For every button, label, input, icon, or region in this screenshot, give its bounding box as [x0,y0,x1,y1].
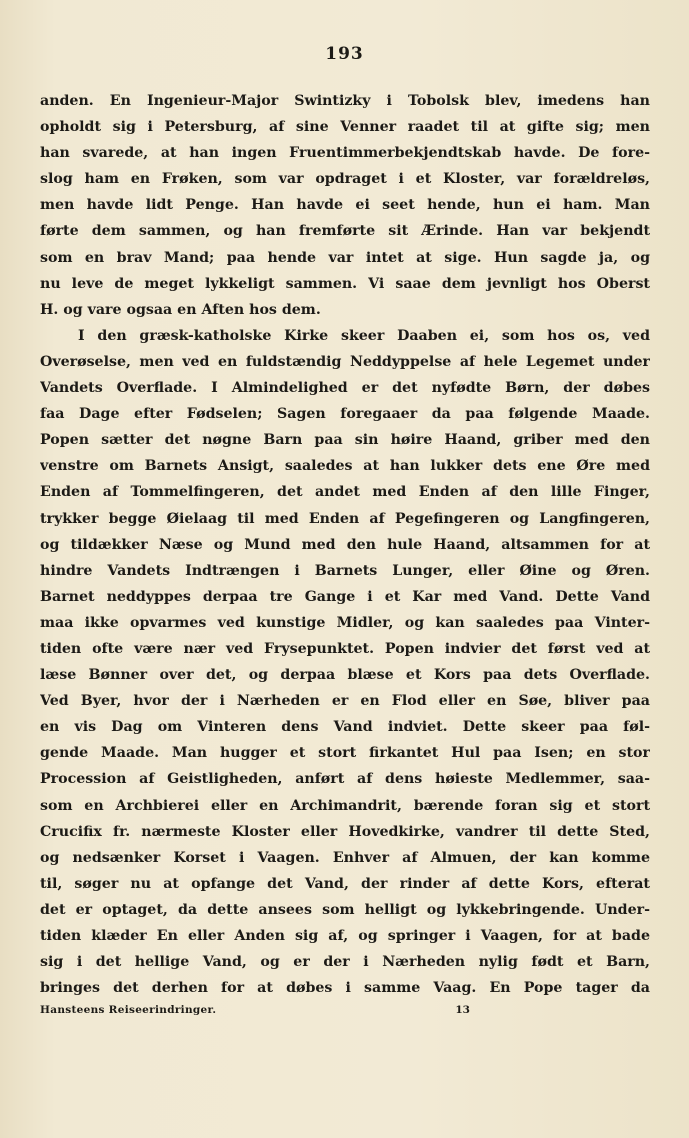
text-line: og tildækker Næse og Mund med den hule Haand, altsammen for at [40,536,650,553]
signature-mark: 13 [455,1004,470,1016]
text-line: og nedsænker Korset i Vaagen. Enhver af Almuen, der kan komme [40,849,650,866]
text-line: som en brav Mand; paa hende var intet at sige. Hun sagde ja, og [40,249,650,266]
body-text [40,88,650,1001]
text-line: slog ham en Frøken, som var opdraget i et Kloster, var forældreløs, [40,171,650,188]
text-line: venstre om Barnets Ansigt, saaledes at han lukker dets ene Øre med [40,458,650,475]
text-line: Popen sætter det nøgne Barn paa sin høire Haand, griber med den [40,432,650,449]
text-line: anden. En Ingenieur-Major Swintizky i Tobolsk blev, imedens han [40,93,650,109]
text-line: I den græsk-katholske Kirke skeer Daaben ei, som hos os, ved [78,327,650,344]
text-line: bringes det derhen for at døbes i samme Vaag. En Pope tager da [40,980,650,997]
text-line: sig i det hellige Vand, og er der i Nærheden nylig født et Barn, [40,954,650,971]
text-line: H. og vare ogsaa en Aften hos dem. [40,301,321,318]
text-line: tiden klæder En eller Anden sig af, og springer i Vaagen, for at bade [40,928,650,944]
text-line: læse Bønner over det, og derpaa blæse et Kors paa dets Overflade. [40,667,650,684]
text-line: hindre Vandets Indtrængen i Barnets Lunger, eller Øine og Øren. [40,562,650,579]
text-line: Procession af Geistligheden, anført af dens høieste Medlemmer, saa- [40,771,650,788]
text-line: som en Archbierei eller en Archimandrit, bærende foran sig et stort [40,797,650,814]
page-number: 193 [325,44,364,64]
text-line: nu leve de meget lykkeligt sammen. Vi saae dem jevnligt hos Oberst [40,275,650,292]
text-line: Vandets Overflade. I Almindelighed er det nyfødte Børn, der døbes [40,380,650,397]
text-line: Overøselse, men ved en fuldstændig Neddyppelse af hele Legemet under [40,353,650,370]
page-footer [40,1004,470,1016]
text-line: til, søger nu at opfange det Vand, der rinder af dette Kors, efterat [40,875,650,892]
text-line: faa Dage efter Fødselen; Sagen foregaaer da paa følgende Maade. [40,406,650,423]
text-line: Ved Byer, hvor der i Nærheden er en Flod eller en Søe, bliver paa [40,693,650,710]
text-line: maa ikke opvarmes ved kunstige Midler, og kan saaledes paa Vinter- [40,614,650,631]
text-line: en vis Dag om Vinteren dens Vand indviet. Dette skeer paa føl- [40,719,650,736]
text-line: Barnet neddyppes derpaa tre Gange i et Kar med Vand. Dette Vand [40,588,650,605]
text-line: men havde lidt Penge. Han havde ei seet hende, hun ei ham. Man [40,197,650,214]
text-line: det er optaget, da dette ansees som helligt og lykkebringende. Under- [40,901,650,918]
text-line: Crucifix fr. nærmeste Kloster eller Hovedkirke, vandrer til dette Sted, [40,823,650,840]
text-line: trykker begge Øielaag til med Enden af Pegefingeren og Langfingeren, [40,510,650,527]
text-line: gende Maade. Man hugger et stort firkantet Hul paa Isen; en stor [40,745,650,762]
text-line: førte dem sammen, og han fremførte sit Ærinde. Han var bekjendt [40,223,650,240]
text-line: Enden af Tommelfingeren, det andet med Enden af den lille Finger, [40,484,650,501]
text-line: opholdt sig i Petersburg, af sine Venner raadet til at gifte sig; men [40,119,650,136]
text-line: tiden ofte være nær ved Frysepunktet. Popen indvier det først ved at [40,640,650,657]
running-footer-title: Hansteens Reiseerindringer. [40,1004,217,1016]
text-line: han svarede, at han ingen Fruentimmerbekjendtskab havde. De fore- [40,145,650,162]
